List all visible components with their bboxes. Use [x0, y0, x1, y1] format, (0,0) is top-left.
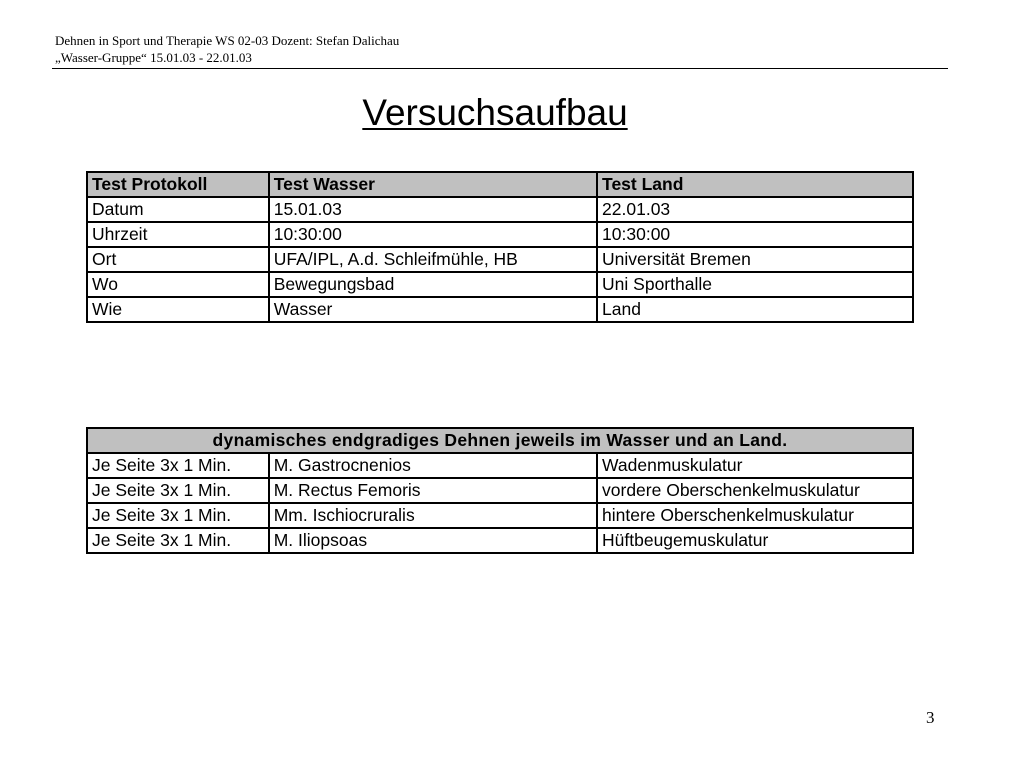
table-cell: Datum: [87, 197, 269, 222]
table-cell: Wo: [87, 272, 269, 297]
table-cell: Land: [597, 297, 913, 322]
table-cell: Uhrzeit: [87, 222, 269, 247]
table-row: [87, 222, 913, 247]
table-cell: 15.01.03: [269, 197, 597, 222]
table-cell: vordere Oberschenkelmuskulatur: [597, 478, 913, 503]
table-cell: Ort: [87, 247, 269, 272]
column-header: Test Protokoll: [87, 172, 269, 197]
table-cell: Wie: [87, 297, 269, 322]
table-cell: hintere Oberschenkelmuskulatur: [597, 503, 913, 528]
table-cell: M. Gastrocnenios: [269, 453, 597, 478]
table-row: [87, 197, 913, 222]
stretching-table: [86, 427, 914, 554]
table-row: [87, 272, 913, 297]
table-row: [87, 247, 913, 272]
table-row: [87, 478, 913, 503]
slide-header: [55, 32, 399, 66]
table-cell: Universität Bremen: [597, 247, 913, 272]
table-row: [87, 453, 913, 478]
table-cell: Je Seite 3x 1 Min.: [87, 528, 269, 553]
header-line-group: „Wasser-Gruppe“ 15.01.03 - 22.01.03: [55, 50, 252, 65]
table-cell: Uni Sporthalle: [597, 272, 913, 297]
table-cell: UFA/IPL, A.d. Schleifmühle, HB: [269, 247, 597, 272]
table-row: [87, 528, 913, 553]
table-cell: Hüftbeugemuskulatur: [597, 528, 913, 553]
table-cell: M. Iliopsoas: [269, 528, 597, 553]
header-line-course: Dehnen in Sport und Therapie WS 02-03 Dozent: Stefan Dalichau: [55, 33, 400, 48]
table-cell: Wadenmuskulatur: [597, 453, 913, 478]
table-header-row: [87, 172, 913, 197]
table-cell: M. Rectus Femoris: [269, 478, 597, 503]
page-number: 3: [926, 708, 935, 727]
column-header: Test Land: [597, 172, 913, 197]
table-row: [87, 503, 913, 528]
table-cell: Mm. Ischiocruralis: [269, 503, 597, 528]
table-header-row: [87, 428, 913, 453]
page-title: Versuchsaufbau: [362, 92, 628, 133]
stretching-table-title: dynamisches endgradiges Dehnen jeweils im Wasser und an Land.: [87, 428, 913, 453]
table-cell: Je Seite 3x 1 Min.: [87, 453, 269, 478]
table-row: [87, 297, 913, 322]
table-cell: 22.01.03: [597, 197, 913, 222]
header-divider: [52, 68, 948, 69]
table-cell: Je Seite 3x 1 Min.: [87, 503, 269, 528]
table-cell: 10:30:00: [269, 222, 597, 247]
table-cell: Wasser: [269, 297, 597, 322]
table-cell: 10:30:00: [597, 222, 913, 247]
column-header: Test Wasser: [269, 172, 597, 197]
table-cell: Je Seite 3x 1 Min.: [87, 478, 269, 503]
table-cell: Bewegungsbad: [269, 272, 597, 297]
test-protocol-table: [86, 171, 914, 323]
